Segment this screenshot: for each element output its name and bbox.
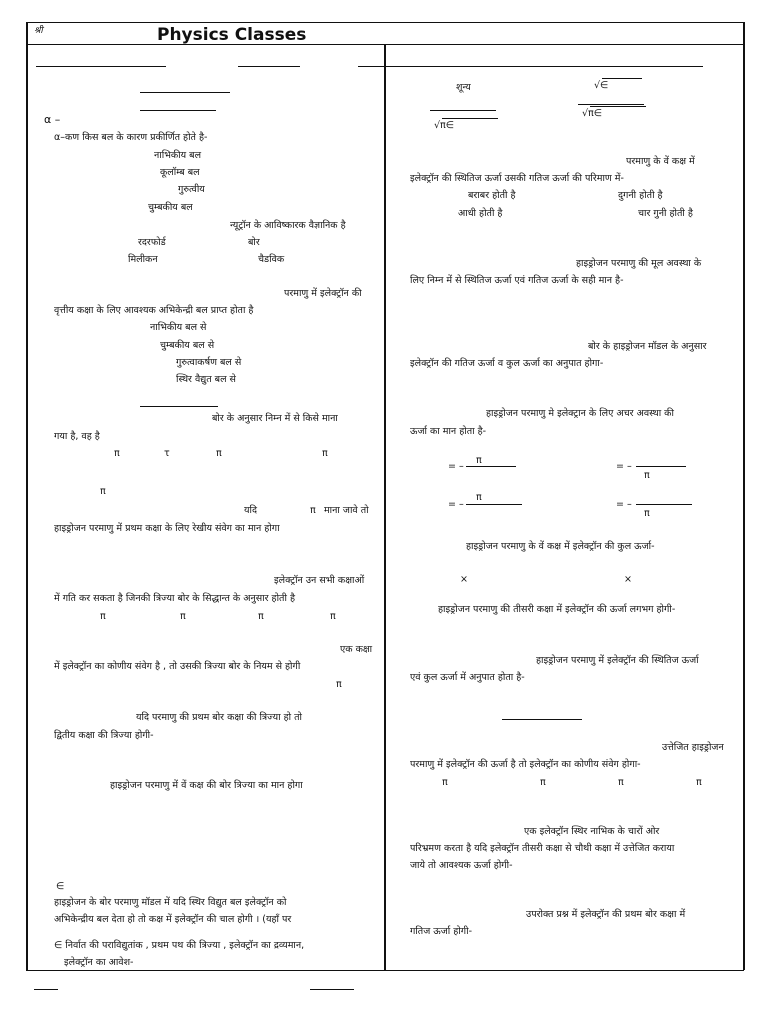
option: नाभिकीय बल <box>154 150 202 161</box>
question-text: उत्तेजित हाइड्रोजन <box>662 742 724 753</box>
left-border <box>26 22 28 970</box>
symbol: π <box>540 777 546 788</box>
symbol: π <box>180 611 186 622</box>
symbol: π <box>322 448 328 459</box>
question-text: हाइड्रोजन परमाणु की मूल अवस्था के <box>576 258 702 269</box>
equation: = – <box>616 499 632 510</box>
center-divider <box>384 44 386 970</box>
option: शून्य <box>456 82 471 93</box>
option: गुरुत्वाकर्षण बल से <box>176 357 242 368</box>
question-text: जाये तो आवश्यक ऊर्जा होगी- <box>410 860 513 871</box>
symbol: × <box>624 574 632 585</box>
question-text: परमाणु में इलेक्ट्रॉन की <box>284 288 362 299</box>
question-text: एवं कुल ऊर्जा में अनुपात होता है- <box>410 672 525 683</box>
question-text: इलेक्ट्रॉन की गतिज ऊर्जा व कुल ऊर्जा का अनुपात होगा- <box>410 358 604 369</box>
symbol: τ <box>164 448 170 459</box>
option: गुरुत्वीय <box>178 184 205 195</box>
right-border <box>743 22 745 970</box>
question-text: अभिकेन्द्रीय बल देता हो तो कक्ष में इलेक्ट्रॉन की चाल होगी । (यहाँ पर <box>54 914 292 925</box>
option: चुम्बकीय बल से <box>160 340 215 351</box>
question-text: इलेक्ट्रॉन उन सभी कक्षाओं <box>274 575 365 586</box>
equation: = – <box>448 461 464 472</box>
symbol: π <box>336 679 342 690</box>
equation: = – <box>616 461 632 472</box>
symbol: π <box>644 470 650 481</box>
overbar <box>442 118 498 119</box>
symbol: π <box>476 492 482 503</box>
question-text: इलेक्ट्रॉन का आवेश- <box>64 957 134 968</box>
symbol: π <box>330 611 336 622</box>
question-text: गया है, वह है <box>54 431 100 442</box>
symbol: π <box>100 611 106 622</box>
blank-line <box>358 66 703 67</box>
question-text: हाइड्रोजन परमाणु में इलेक्ट्रॉन की स्थितिज ऊर्जा <box>536 655 699 666</box>
option: √∈ <box>594 80 609 91</box>
option: √π∈ <box>434 120 455 131</box>
option: मिलीकन <box>128 254 158 265</box>
blank-line <box>502 719 582 720</box>
question-text: माना जावे तो <box>324 505 369 516</box>
question-text: हाइड्रोजन के बोर परमाणु मॉडल में यदि स्थिर विद्युत बल इलेक्ट्रॉन को <box>54 897 287 908</box>
question-text: हाइड्रोजन परमाणु की तीसरी कक्षा में इलेक्ट्रॉन की ऊर्जा लगभग होगी- <box>438 604 676 615</box>
shri-mark: श्री <box>34 26 43 36</box>
symbol: ∈ <box>56 881 65 892</box>
alpha-label: α – <box>44 113 61 126</box>
blank-line <box>430 110 496 111</box>
symbol: π <box>644 508 650 519</box>
page-title: Physics Classes <box>157 25 307 45</box>
question-text: बोर के अनुसार निम्न में से किसे माना <box>212 413 338 424</box>
equation: = – <box>448 499 464 510</box>
option: चैडविक <box>258 254 285 265</box>
symbol: π <box>310 505 316 516</box>
symbol: π <box>696 777 702 788</box>
top-border <box>26 22 744 23</box>
blank-line <box>578 104 644 105</box>
option: चार गुनी होती है <box>638 208 693 219</box>
fraction-bar <box>636 466 686 467</box>
option: √π∈ <box>582 108 603 119</box>
question-text: ऊर्जा का मान होता है- <box>410 426 487 437</box>
option: बोर <box>248 237 260 248</box>
option: नाभिकीय बल से <box>150 322 207 333</box>
option: कूलॉम्ब बल <box>160 167 200 178</box>
question-text: हाइड्रोजन परमाणु के वें कक्ष में इलेक्ट्रॉन की कुल ऊर्जा- <box>466 541 655 552</box>
question-text: α–कण किस बल के कारण प्रकीर्णित होते है- <box>54 132 208 143</box>
question-text: बोर के हाइड्रोजन मॉडल के अनुसार <box>588 341 707 352</box>
blank-line <box>140 92 230 93</box>
option: बराबर होती है <box>468 190 516 201</box>
question-text: गतिज ऊर्जा होगी- <box>410 926 473 937</box>
question-text: लिए निम्न में से स्थितिज ऊर्जा एवं गतिज ऊर्जा के सही मान है- <box>410 275 624 286</box>
question-text: एक कक्षा <box>340 644 373 655</box>
footer-rule <box>26 970 744 971</box>
option: चुम्बकीय बल <box>148 202 193 213</box>
fraction-bar <box>636 504 692 505</box>
question-text: ∈ निर्वात की पराविद्युतांक , प्रथम पथ की त्रिज्या , इलेक्ट्रॉन का द्रव्यमान, <box>54 940 305 951</box>
question-text: यदि <box>244 505 258 516</box>
overbar <box>590 106 646 107</box>
question-text: हाइड्रोजन परमाणु में वें कक्ष की बोर त्रिज्या का मान होगा <box>110 780 303 791</box>
symbol: × <box>460 574 468 585</box>
question-text: द्वितीय कक्षा की त्रिज्या होगी- <box>54 730 154 741</box>
symbol: π <box>442 777 448 788</box>
question-text: में इलेक्ट्रॉन का कोणीय संवेग है , तो उसकी त्रिज्या बोर के नियम से होगी <box>54 661 301 672</box>
footer-blank <box>34 989 58 990</box>
question-text: यदि परमाणु की प्रथम बोर कक्षा की त्रिज्या हो तो <box>136 712 302 723</box>
footer-blank <box>310 989 354 990</box>
blank-line <box>140 110 216 111</box>
blank-line <box>36 66 166 67</box>
question-text: वृत्तीय कक्षा के लिए आवश्यक अभिकेन्द्री बल प्राप्त होता है <box>54 305 254 316</box>
fraction-bar <box>466 504 522 505</box>
option: रदरफोर्ड <box>138 237 166 248</box>
fraction-bar <box>466 466 516 467</box>
question-text: परमाणु में इलेक्ट्रॉन की ऊर्जा है तो इलेक्ट्रॉन का कोणीय संवेग होगा- <box>410 759 641 770</box>
option: आधी होती है <box>458 208 503 219</box>
symbol: π <box>114 448 120 459</box>
symbol: π <box>216 448 222 459</box>
question-text: हाइड्रोजन परमाणु में प्रथम कक्षा के लिए रेखीय संवेग का मान होगा <box>54 523 280 534</box>
symbol: π <box>100 486 106 497</box>
question-text: उपरोक्त प्रश्न में इलेक्ट्रॉन की प्रथम बोर कक्षा में <box>526 909 686 920</box>
blank-line <box>140 406 218 407</box>
blank-line <box>238 66 300 67</box>
question-text: इलेक्ट्रॉन की स्थितिज ऊर्जा उसकी गतिज ऊर्जा की परिमाण में- <box>410 173 624 184</box>
symbol: π <box>618 777 624 788</box>
question-text: एक इलेक्ट्रॉन स्थिर नाभिक के चारों ओर <box>524 826 660 837</box>
overbar <box>602 78 642 79</box>
symbol: π <box>258 611 264 622</box>
option: स्थिर वैद्युत बल से <box>176 374 236 385</box>
option: दुगनी होती है <box>618 190 663 201</box>
symbol: π <box>476 455 482 466</box>
question-text: परिभ्रमण करता है यदि इलेक्ट्रॉन तीसरी कक्षा से चौथी कक्षा में उत्तेजित कराया <box>410 843 675 854</box>
question-text: में गति कर सकता है जिनकी त्रिज्या बोर के सिद्धान्त के अनुसार होती है <box>54 593 295 604</box>
question-text: हाइड्रोजन परमाणु मे इलेक्ट्रान के लिए अचर अवस्था की <box>486 408 674 419</box>
question-text: परमाणु के वें कक्ष में <box>626 156 695 167</box>
question-text: न्यूट्रॉन के आविष्कारक वैज्ञानिक है <box>230 220 346 231</box>
